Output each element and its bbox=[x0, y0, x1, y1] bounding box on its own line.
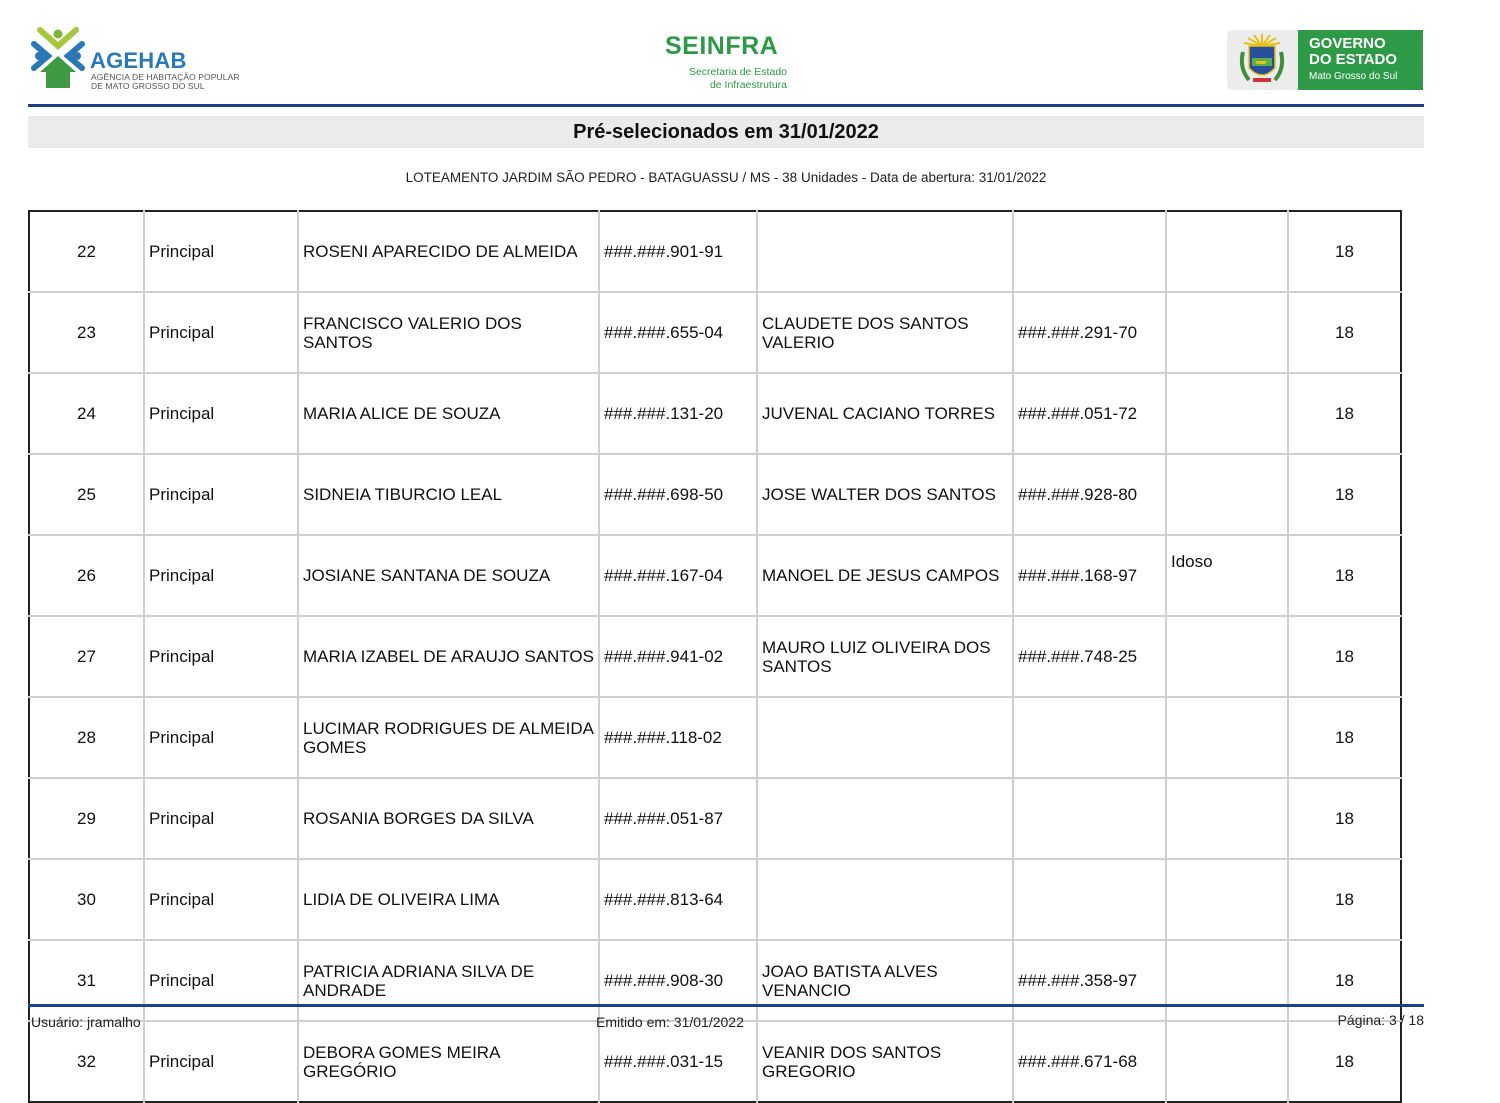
cell-spouse-name: JOSE WALTER DOS SANTOS bbox=[757, 454, 1013, 535]
table-row bbox=[29, 454, 1401, 535]
table-row bbox=[29, 859, 1401, 940]
cell-spouse-cpf bbox=[1013, 211, 1166, 292]
seinfra-subtitle-line1: Secretaria de Estado bbox=[688, 66, 787, 78]
cell-observation bbox=[1166, 211, 1288, 292]
governo-line2: DO ESTADO bbox=[1309, 51, 1398, 68]
seinfra-logo bbox=[640, 30, 790, 92]
coat-of-arms-icon bbox=[1227, 30, 1298, 90]
cell-observation bbox=[1166, 292, 1288, 373]
page-title: Pré-selecionados em 31/01/2022 bbox=[573, 120, 879, 143]
cell-name: LIDIA DE OLIVEIRA LIMA bbox=[298, 859, 599, 940]
agehab-emblem-icon bbox=[30, 26, 86, 88]
cell-number: 31 bbox=[29, 940, 144, 1021]
cell-spouse-cpf bbox=[1013, 859, 1166, 940]
cell-score: 18 bbox=[1288, 616, 1401, 697]
table-row bbox=[29, 940, 1401, 1021]
cell-spouse-name: MAURO LUIZ OLIVEIRA DOS SANTOS bbox=[757, 616, 1013, 697]
cell-number: 23 bbox=[29, 292, 144, 373]
cell-number: 32 bbox=[29, 1021, 144, 1102]
cell-spouse-cpf: ###.###.671-68 bbox=[1013, 1021, 1166, 1102]
cell-type: Principal bbox=[144, 373, 298, 454]
header-divider bbox=[28, 104, 1424, 107]
title-bar bbox=[28, 116, 1424, 148]
table-row bbox=[29, 292, 1401, 373]
footer-page-number: Página: 3 / 18 bbox=[1337, 1012, 1424, 1028]
cell-type: Principal bbox=[144, 292, 298, 373]
cell-score: 18 bbox=[1288, 373, 1401, 454]
cell-score: 18 bbox=[1288, 292, 1401, 373]
cell-spouse-name: CLAUDETE DOS SANTOS VALERIO bbox=[757, 292, 1013, 373]
seinfra-name: SEINFRA bbox=[665, 32, 779, 60]
cell-spouse-cpf: ###.###.928-80 bbox=[1013, 454, 1166, 535]
agehab-subtitle-line1: AGÊNCIA DE HABITAÇÃO POPULAR bbox=[91, 72, 240, 82]
agehab-subtitle bbox=[91, 73, 241, 91]
cell-name: ROSENI APARECIDO DE ALMEIDA bbox=[298, 211, 599, 292]
cell-observation bbox=[1166, 1021, 1288, 1102]
cell-cpf: ###.###.051-87 bbox=[599, 778, 757, 859]
cell-score: 18 bbox=[1288, 940, 1401, 1021]
cell-name: SIDNEIA TIBURCIO LEAL bbox=[298, 454, 599, 535]
cell-spouse-name bbox=[757, 211, 1013, 292]
governo-badge bbox=[1298, 30, 1423, 90]
cell-spouse-cpf: ###.###.051-72 bbox=[1013, 373, 1166, 454]
footer-emitted-date: Emitido em: 31/01/2022 bbox=[596, 1014, 744, 1030]
cell-spouse-name: JOAO BATISTA ALVES VENANCIO bbox=[757, 940, 1013, 1021]
cell-score: 18 bbox=[1288, 697, 1401, 778]
footer-user: Usuário: jramalho bbox=[31, 1014, 141, 1030]
cell-score: 18 bbox=[1288, 778, 1401, 859]
cell-spouse-name: MANOEL DE JESUS CAMPOS bbox=[757, 535, 1013, 616]
cell-spouse-cpf: ###.###.168-97 bbox=[1013, 535, 1166, 616]
cell-spouse-cpf bbox=[1013, 697, 1166, 778]
table-row bbox=[29, 373, 1401, 454]
cell-name: DEBORA GOMES MEIRA GREGÓRIO bbox=[298, 1021, 599, 1102]
cell-number: 30 bbox=[29, 859, 144, 940]
cell-cpf: ###.###.941-02 bbox=[599, 616, 757, 697]
footer-divider bbox=[28, 1004, 1424, 1007]
governo-line3: Mato Grosso do Sul bbox=[1309, 71, 1398, 82]
cell-type: Principal bbox=[144, 778, 298, 859]
cell-name: LUCIMAR RODRIGUES DE ALMEIDA GOMES bbox=[298, 697, 599, 778]
cell-spouse-name: JUVENAL CACIANO TORRES bbox=[757, 373, 1013, 454]
cell-spouse-cpf: ###.###.358-97 bbox=[1013, 940, 1166, 1021]
cell-score: 18 bbox=[1288, 211, 1401, 292]
table-row bbox=[29, 1021, 1401, 1102]
table-body bbox=[29, 211, 1401, 1102]
cell-spouse-name: VEANIR DOS SANTOS GREGORIO bbox=[757, 1021, 1013, 1102]
cell-spouse-name bbox=[757, 778, 1013, 859]
agehab-subtitle-line2: DE MATO GROSSO DO SUL bbox=[91, 81, 205, 91]
table-row bbox=[29, 778, 1401, 859]
selection-table bbox=[28, 210, 1402, 1103]
cell-cpf: ###.###.655-04 bbox=[599, 292, 757, 373]
cell-spouse-cpf: ###.###.291-70 bbox=[1013, 292, 1166, 373]
cell-cpf: ###.###.908-30 bbox=[599, 940, 757, 1021]
cell-type: Principal bbox=[144, 940, 298, 1021]
seinfra-subtitle bbox=[689, 66, 787, 92]
table-row bbox=[29, 211, 1401, 292]
seinfra-subtitle-line2: de Infraestrutura bbox=[709, 79, 787, 91]
crest-background bbox=[1227, 30, 1298, 90]
cell-type: Principal bbox=[144, 211, 298, 292]
cell-cpf: ###.###.698-50 bbox=[599, 454, 757, 535]
cell-number: 26 bbox=[29, 535, 144, 616]
cell-observation bbox=[1166, 616, 1288, 697]
cell-cpf: ###.###.813-64 bbox=[599, 859, 757, 940]
cell-name: PATRICIA ADRIANA SILVA DE ANDRADE bbox=[298, 940, 599, 1021]
table-row bbox=[29, 616, 1401, 697]
cell-type: Principal bbox=[144, 616, 298, 697]
cell-cpf: ###.###.167-04 bbox=[599, 535, 757, 616]
cell-name: MARIA IZABEL DE ARAUJO SANTOS bbox=[298, 616, 599, 697]
cell-type: Principal bbox=[144, 697, 298, 778]
cell-number: 24 bbox=[29, 373, 144, 454]
cell-score: 18 bbox=[1288, 859, 1401, 940]
cell-score: 18 bbox=[1288, 535, 1401, 616]
governo-logo bbox=[1227, 30, 1423, 90]
cell-number: 28 bbox=[29, 697, 144, 778]
agehab-name: AGEHAB bbox=[90, 48, 187, 73]
cell-number: 25 bbox=[29, 454, 144, 535]
cell-score: 18 bbox=[1288, 1021, 1401, 1102]
cell-cpf: ###.###.031-15 bbox=[599, 1021, 757, 1102]
agehab-logo bbox=[30, 26, 240, 92]
cell-number: 22 bbox=[29, 211, 144, 292]
cell-observation bbox=[1166, 940, 1288, 1021]
cell-observation bbox=[1166, 454, 1288, 535]
cell-name: ROSANIA BORGES DA SILVA bbox=[298, 778, 599, 859]
table-row bbox=[29, 535, 1401, 616]
cell-name: JOSIANE SANTANA DE SOUZA bbox=[298, 535, 599, 616]
cell-observation: Idoso bbox=[1166, 535, 1288, 616]
cell-type: Principal bbox=[144, 454, 298, 535]
cell-observation bbox=[1166, 373, 1288, 454]
cell-cpf: ###.###.901-91 bbox=[599, 211, 757, 292]
cell-type: Principal bbox=[144, 535, 298, 616]
governo-line1: GOVERNO bbox=[1309, 35, 1386, 52]
cell-spouse-cpf: ###.###.748-25 bbox=[1013, 616, 1166, 697]
cell-observation bbox=[1166, 778, 1288, 859]
cell-type: Principal bbox=[144, 859, 298, 940]
cell-name: MARIA ALICE DE SOUZA bbox=[298, 373, 599, 454]
cell-cpf: ###.###.131-20 bbox=[599, 373, 757, 454]
cell-name: FRANCISCO VALERIO DOS SANTOS bbox=[298, 292, 599, 373]
cell-number: 29 bbox=[29, 778, 144, 859]
cell-number: 27 bbox=[29, 616, 144, 697]
cell-cpf: ###.###.118-02 bbox=[599, 697, 757, 778]
cell-observation bbox=[1166, 697, 1288, 778]
cell-spouse-name bbox=[757, 697, 1013, 778]
cell-type: Principal bbox=[144, 1021, 298, 1102]
cell-spouse-cpf bbox=[1013, 778, 1166, 859]
cell-observation bbox=[1166, 859, 1288, 940]
table-row bbox=[29, 697, 1401, 778]
cell-spouse-name bbox=[757, 859, 1013, 940]
page-subtitle: LOTEAMENTO JARDIM SÃO PEDRO - BATAGUASSU / MS - 38 Unidades - Data de abertura: 31/01/2022 bbox=[405, 170, 1047, 185]
cell-score: 18 bbox=[1288, 454, 1401, 535]
